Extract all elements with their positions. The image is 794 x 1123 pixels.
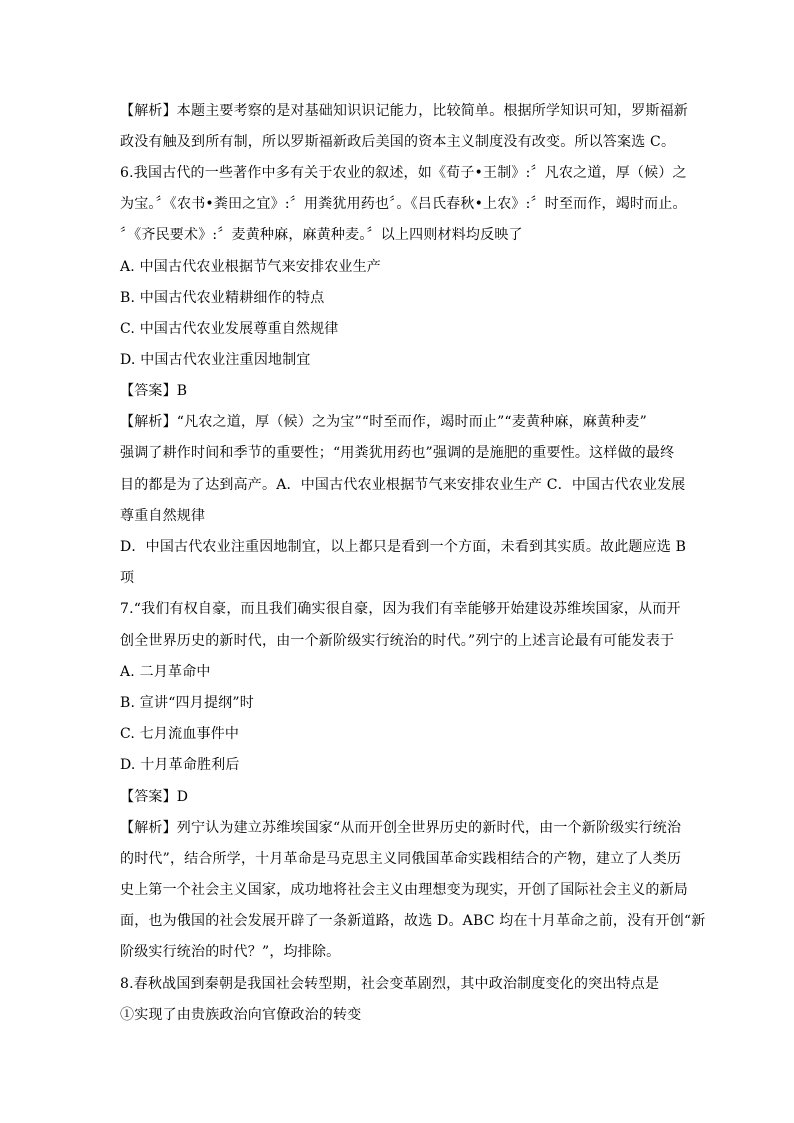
analysis-q5-line-1: 【解析】本题主要考察的是对基础知识识记能力，比较简单。根据所学知识可知，罗斯福新: [120, 103, 688, 119]
question-6-stem-line-2: 为宝。〞《农书•粪田之宜》:〞用粪犹用药也〞。《吕氏春秋•上农》:〞时至而作，竭时而止。: [120, 196, 687, 212]
question-7-option-a: A. 二月革命中: [120, 664, 211, 680]
analysis-q5-line-2: 政没有触及到所有制，所以罗斯福新政后美国的资本主义制度没有改变。所以答案选 C。: [120, 134, 676, 150]
question-6-option-a: A. 中国古代农业根据节气来安排农业生产: [120, 259, 382, 275]
question-6-option-b: B. 中国古代农业精耕细作的特点: [120, 290, 325, 306]
question-7-stem-line-2: 创全世界历史的新时代，由一个新阶级实行统治的时代。”列宁的上述言论最有可能发表于: [120, 633, 675, 649]
question-6-stem-line-3: 〞《齐民要术》:〞麦黄种麻，麻黄种麦。〞以上四则材料均反映了: [120, 227, 523, 243]
question-8-item-1: ①实现了由贵族政治向官僚政治的转变: [120, 1007, 362, 1023]
analysis-q7-line-5: 阶级实行统治的时代？”，均排除。: [120, 944, 341, 960]
analysis-q6-line-3: 目的都是为了达到高产。A．中国古代农业根据节气来安排农业生产 C．中国古代农业发展: [120, 477, 686, 493]
question-7-answer: 【答案】D: [120, 789, 189, 805]
question-7-option-d: D. 十月革命胜利后: [120, 757, 240, 773]
analysis-q7-line-2: 的时代”，结合所学，十月革命是马克思主义同俄国革命实践相结合的产物，建立了人类历: [120, 851, 682, 867]
analysis-q7-line-1: 【解析】列宁认为建立苏维埃国家“从而开创全世界历史的新时代，由一个新阶级实行统治: [120, 820, 682, 836]
analysis-q6-line-1: 【解析】“凡农之道，厚（候）之为宝”“时至而作，竭时而止”“麦黄种麻，麻黄种麦”: [120, 414, 647, 430]
question-7-stem-line-1: 7.“我们有权自豪，而且我们确实很自豪，因为我们有幸能够开始建设苏维埃国家，从而开: [120, 601, 681, 617]
analysis-q6-line-2: 强调了耕作时间和季节的重要性；“用粪犹用药也”强调的是施肥的重要性。这样做的最终: [120, 445, 675, 461]
analysis-q6-line-6: 项: [120, 570, 135, 586]
analysis-q7-line-3: 史上第一个社会主义国家，成功地将社会主义由理想变为现实，开创了国际社会主义的新局: [120, 882, 688, 898]
question-7-option-c: C. 七月流血事件中: [120, 726, 240, 742]
question-6-option-d: D. 中国古代农业注重因地制宜: [120, 352, 311, 368]
question-8-stem: 8.春秋战国到秦朝是我国社会转型期，社会变革剧烈，其中政治制度变化的突出特点是: [120, 976, 660, 992]
analysis-q6-line-4: 尊重自然规律: [120, 508, 206, 524]
question-6-answer: 【答案】B: [120, 383, 188, 399]
question-6-option-c: C. 中国古代农业发展尊重自然规律: [120, 321, 339, 337]
question-7-option-b: B. 宣讲“四月提纲”时: [120, 695, 254, 711]
analysis-q7-line-4: 面，也为俄国的社会发展开辟了一条新道路，故选 D。ABC 均在十月革命之前，没有开创“新: [120, 913, 706, 929]
analysis-q6-line-5: D．中国古代农业注重因地制宜，以上都只是看到一个方面，未看到其实质。故此题应选 B: [120, 539, 687, 555]
question-6-stem-line-1: 6.我国古代的一些著作中多有关于农业的叙述，如《荀子•王制》:〞凡农之道，厚（候）之: [120, 165, 687, 181]
